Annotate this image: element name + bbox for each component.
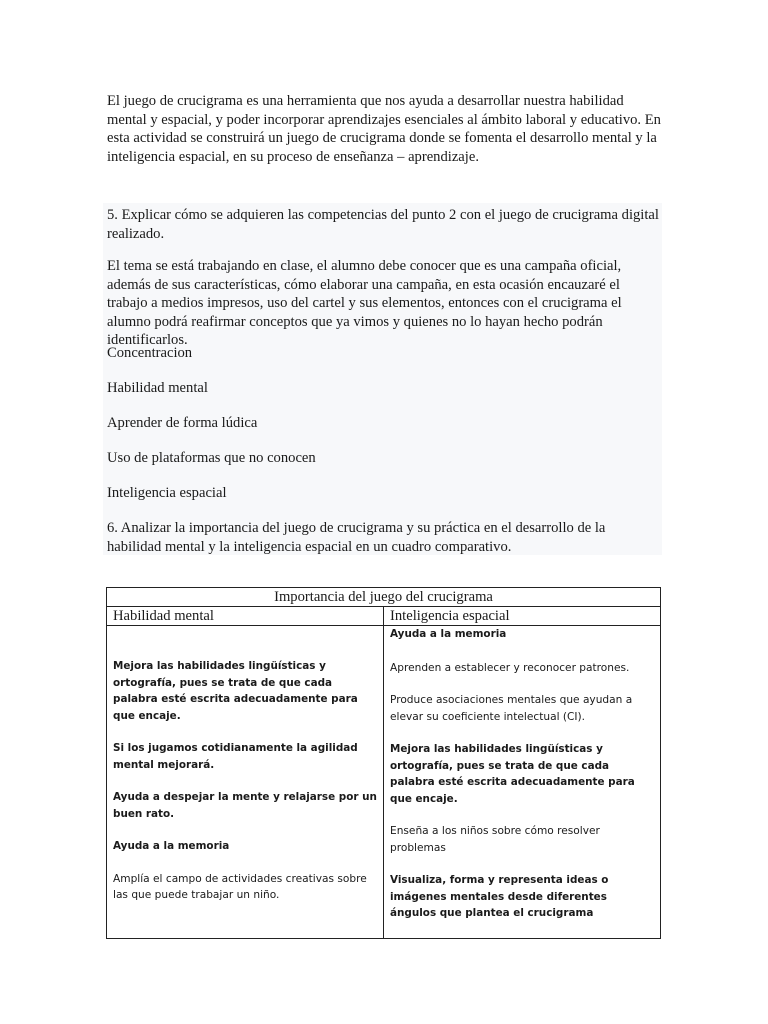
question-6: 6. Analizar la importancia del juego de crucigrama y su práctica en el desarrollo de la habilidad mental y la inteligencia espacial en un cuadro comparativo. (107, 520, 606, 555)
left-item: Si los jugamos cotidianamente la agilidad mental mejorará. (113, 742, 358, 771)
competencia-item: Habilidad mental (107, 380, 208, 396)
right-item: Enseña a los niños sobre cómo resolver problemas (390, 825, 600, 854)
right-item: Ayuda a la memoria (390, 628, 507, 640)
left-item: Mejora las habilidades lingüísticas y ortografía, pues se trata de que cada palabra esté escrita adecuadamente para que encaje. (113, 660, 358, 722)
left-item: Amplía el campo de actividades creativas sobre las que puede trabajar un niño. (113, 872, 367, 901)
question-5: 5. Explicar cómo se adquieren las competencias del punto 2 con el juego de crucigrama digital realizado. (107, 207, 659, 242)
right-item: Produce asociaciones mentales que ayudan a elevar su coeficiente intelectual (CI). (390, 694, 633, 723)
comparison-table (106, 587, 661, 939)
left-item: Ayuda a despejar la mente y relajarse por un buen rato. (113, 791, 377, 820)
competencia-item: Concentracion (107, 345, 193, 361)
right-item: Aprenden a establecer y reconocer patrones. (390, 661, 630, 674)
competencia-item: Inteligencia espacial (107, 485, 227, 501)
left-item: Ayuda a la memoria (113, 840, 230, 852)
right-item: Visualiza, forma y representa ideas o imágenes mentales desde diferentes ángulos que plantea el crucigrama (390, 874, 609, 919)
column-header-right: Inteligencia espacial (384, 607, 661, 626)
right-item: Mejora las habilidades lingüísticas y ortografía, pues se trata de que cada palabra esté escrita adecuadamente para que encaje. (390, 743, 635, 805)
right-column-cell (384, 626, 661, 939)
table-caption: Importancia del juego del crucigrama (107, 588, 661, 607)
competencia-item: Uso de plataformas que no conocen (107, 450, 316, 466)
column-header-left: Habilidad mental (107, 607, 384, 626)
left-column-cell (107, 626, 384, 939)
competencia-item: Aprender de forma lúdica (107, 415, 258, 431)
intro-paragraph: El juego de crucigrama es una herramienta que nos ayuda a desarrollar nuestra habilidad mental y espacial, y poder incorporar aprendizajes esenciales al ámbito laboral y educativo. En esta actividad se construirá un juego de crucigrama donde se fomenta el desarrollo mental y la inteligencia espacial, en su proceso de enseñanza – aprendizaje. (107, 93, 661, 165)
question-5-answer: El tema se está trabajando en clase, el alumno debe conocer que es una campaña oficial, además de sus características, cómo elaborar una campaña, en esta ocasión encauzaré el trabajo a medios impresos, uso del cartel y sus elementos, entonces con el crucigrama el alumno podrá reafirmar conceptos que ya vimos y quienes no lo hayan hecho podrán identificarlos. (107, 258, 622, 348)
